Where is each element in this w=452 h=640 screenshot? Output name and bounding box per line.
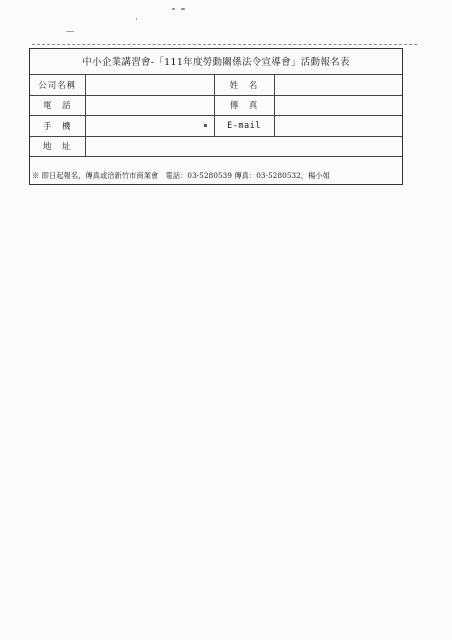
email-label: E-mail [214, 116, 274, 137]
fax-label: 傳 真 [214, 95, 274, 116]
mobile-field[interactable] [85, 116, 214, 137]
table-row [30, 116, 402, 137]
registration-form [29, 48, 403, 185]
phone-label: 電 話 [30, 95, 85, 116]
company-name-field[interactable] [85, 75, 214, 96]
address-field[interactable] [85, 136, 402, 157]
fax-field[interactable] [274, 95, 402, 116]
registration-table [30, 74, 402, 157]
form-title: 中小企業講習會-「111年度勞動關係法令宣導會」活動報名表 [82, 57, 350, 68]
cut-line [32, 44, 417, 45]
scan-mark: ▪ [203, 122, 208, 130]
name-label: 姓 名 [214, 75, 274, 96]
company-name-label: 公司名稱 [30, 75, 85, 96]
table-row [30, 75, 402, 96]
mobile-label: 手 機 [30, 116, 85, 137]
scan-speck [181, 8, 185, 10]
address-label: 地 址 [30, 136, 85, 157]
registration-note: ※ 即日起報名，傳真或洽新竹市商業會 電話：03-5280539 傳真：03-5280532，楊小姐 [32, 171, 330, 180]
scan-speck [66, 31, 74, 32]
table-row [30, 136, 402, 157]
scan-speck [136, 18, 137, 20]
email-field[interactable] [274, 116, 402, 137]
scan-speck [172, 8, 175, 10]
table-row [30, 95, 402, 116]
name-field[interactable] [274, 75, 402, 96]
phone-field[interactable] [85, 95, 214, 116]
